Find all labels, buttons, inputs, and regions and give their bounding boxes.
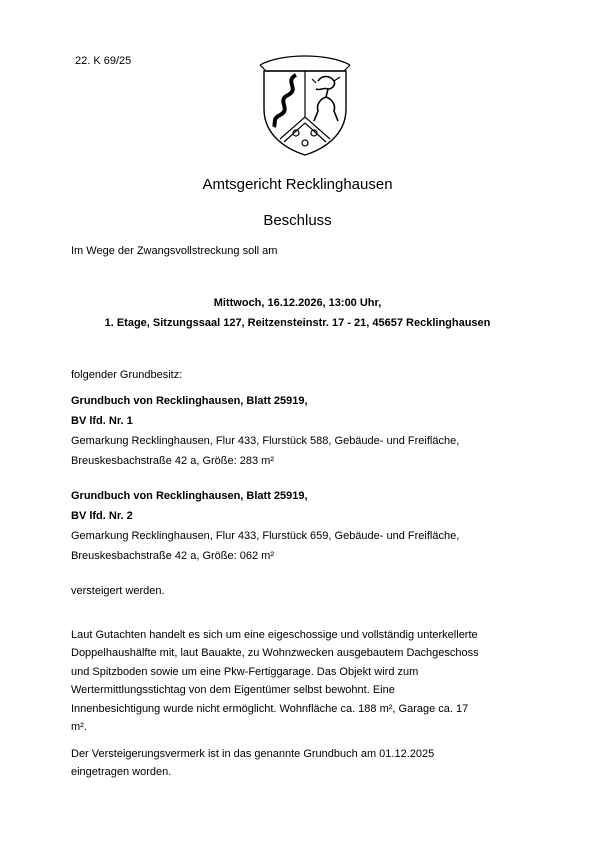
entry-number: BV lfd. Nr. 1 — [71, 415, 133, 427]
paragraph-line: Innenbesichtigung wurde nicht ermöglicht. Wohnfläche ca. 188 m², Garage ca. 17 — [71, 702, 469, 715]
decision-title: Beschluss — [263, 212, 332, 229]
paragraph-line: eingetragen worden. — [71, 766, 172, 779]
parcel-description: Gemarkung Recklinghausen, Flur 433, Flurstück 588, Gebäude- und Freifläche, — [71, 435, 460, 447]
court-name: Amtsgericht Recklinghausen — [202, 176, 393, 193]
parcel-address: Breuskesbachstraße 42 a, Größe: 062 m² — [71, 550, 274, 562]
paragraph-line: m². — [71, 721, 87, 734]
file-number: 22. K 69/25 — [75, 55, 132, 67]
appraisal-paragraph — [71, 626, 531, 736]
parcel-description: Gemarkung Recklinghausen, Flur 433, Flurstück 659, Gebäude- und Freifläche, — [71, 530, 460, 542]
paragraph-line: Der Versteigerungsvermerk ist in das genannte Grundbuch am 01.12.2025 — [71, 748, 435, 760]
appointment-location: 1. Etage, Sitzungssaal 127, Reitzensteinstr. 17 - 21, 45657 Recklinghausen — [104, 317, 491, 329]
paragraph-line: und Spitzboden sowie um eine Pkw-Fertiggarage. Das Objekt wird zum — [71, 665, 419, 678]
land-register: Grundbuch von Recklinghausen, Blatt 25919, — [71, 395, 308, 407]
coat-of-arms-logo — [256, 51, 354, 157]
property-entry — [71, 486, 531, 566]
entry-number: BV lfd. Nr. 2 — [71, 510, 133, 522]
property-label: folgender Grundbesitz: — [71, 369, 183, 381]
intro-text: Im Wege der Zwangsvollstreckung soll am — [71, 245, 278, 257]
appointment-date: Mittwoch, 16.12.2026, 13:00 Uhr, — [213, 297, 382, 309]
paragraph-line: Wertermittlungsstichtag von dem Eigentümer selbst bewohnt. Eine — [71, 684, 395, 697]
parcel-address: Breuskesbachstraße 42 a, Größe: 283 m² — [71, 455, 274, 467]
land-register: Grundbuch von Recklinghausen, Blatt 25919, — [71, 490, 308, 502]
paragraph-line: Laut Gutachten handelt es sich um eine eigeschossige und vollständig unterkellerte — [71, 629, 478, 641]
paragraph-line: Doppelhaushälfte mit, laut Bauakte, zu Wohnzwecken ausgebautem Dachgeschoss — [71, 647, 479, 660]
auction-phrase: versteigert werden. — [71, 585, 165, 597]
registration-paragraph — [71, 745, 531, 782]
property-entry — [71, 391, 531, 471]
